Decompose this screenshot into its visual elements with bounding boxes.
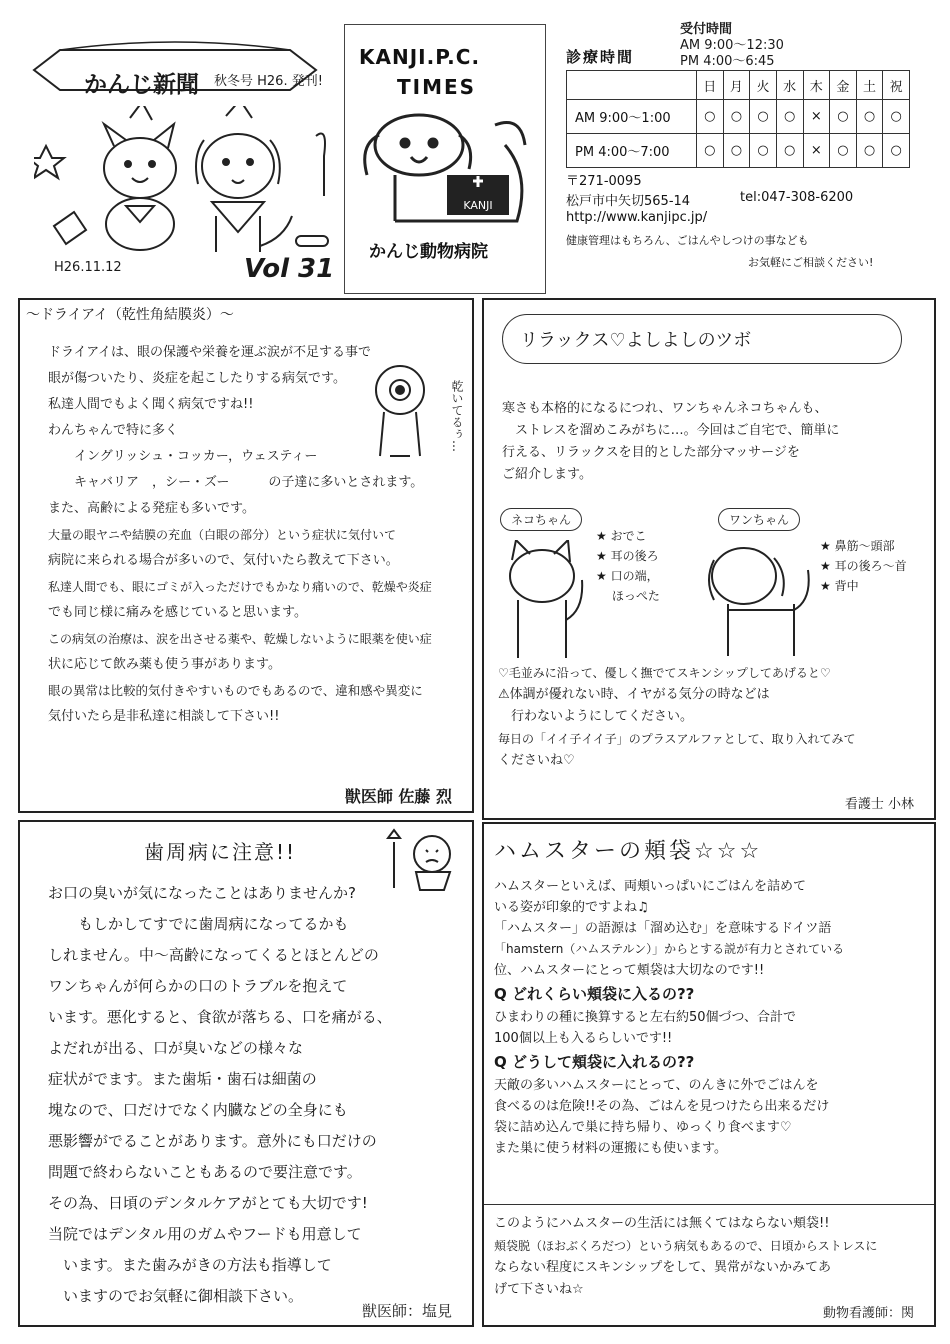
issue-date: H26.11.12 <box>54 260 122 275</box>
body-line: 当院ではデンタル用のガムやフードも用意して <box>48 1225 362 1243</box>
availability-mark: ○ <box>883 100 910 134</box>
cat-label: ネコちゃん <box>500 508 582 531</box>
website-link[interactable]: http://www.kanjipc.jp/ <box>566 210 708 225</box>
point-text: 耳の後ろ～首 <box>834 559 907 573</box>
reception-pm: PM 4:00～6:45 <box>680 54 775 69</box>
list-item: ★ 口の端， <box>596 569 659 583</box>
list-item: ★ 耳の後ろ <box>596 549 659 563</box>
dog-points <box>820 536 907 596</box>
body-line: げて下さいね☆ <box>494 1282 584 1297</box>
phone-number: tel:047-308-6200 <box>740 190 854 205</box>
body-line: ワンちゃんが何らかの口のトラブルを抱えて <box>48 977 348 995</box>
body-line: ご紹介します。 <box>502 467 592 482</box>
body-line: イングリッシュ・コッカー，ウェスティー <box>48 449 318 464</box>
availability-mark: ○ <box>750 100 777 134</box>
point-text: 鼻筋～頭部 <box>834 539 895 553</box>
contact-note-1: 健康管理はもちろん、ごはんやしつけの事なども <box>566 234 809 247</box>
list-item: ★ おでこ <box>596 529 647 543</box>
body-line: います。また歯みがきの方法も指導して <box>48 1256 332 1274</box>
article-body <box>48 878 392 1312</box>
time-slot: AM 9:00～1:00 <box>567 100 697 134</box>
article-hamster <box>482 822 936 1327</box>
table-row <box>567 134 910 168</box>
article-relax-massage <box>482 298 936 820</box>
day-header: 木 <box>803 71 830 100</box>
body-line: ⚠体調が優れない時、イヤがる気分の時などは <box>498 687 770 702</box>
availability-mark: × <box>803 134 830 168</box>
availability-mark: ○ <box>883 134 910 168</box>
contact-note-2: お気軽にご相談ください! <box>748 256 874 269</box>
day-header: 日 <box>697 71 724 100</box>
article-footer <box>484 1204 934 1301</box>
body-line: お口の臭いが気になったことはありませんか? <box>48 884 356 902</box>
schedule-label: 診療時間 <box>566 48 635 66</box>
article-intro <box>502 398 839 486</box>
tooth-character-icon <box>386 828 466 892</box>
availability-mark: ○ <box>830 134 857 168</box>
article-body <box>498 662 855 772</box>
day-header: 月 <box>723 71 750 100</box>
newspaper-title: かんじ新聞 <box>84 72 199 98</box>
body-line: でも同じ様に痛みを感じていると思います。 <box>48 605 307 620</box>
body-line: ストレスを溜めこみがちに…。今回はご自宅で、簡単に <box>502 423 840 438</box>
availability-mark: ○ <box>697 100 724 134</box>
list-item: ★ 鼻筋～頭部 <box>820 539 895 553</box>
issue-subtitle: 秋冬号 H26. 発刊! <box>214 74 323 89</box>
question-heading: Q どれくらい頬袋に入るの?? <box>494 985 695 1003</box>
body-line: いる姿が印象的ですよね♫ <box>494 900 649 915</box>
masthead <box>14 10 336 298</box>
schedule-table <box>566 70 910 168</box>
author-signature: 獣医師：塩見 <box>361 1302 452 1320</box>
cat-points <box>596 526 660 606</box>
point-text: 口の端， <box>610 569 659 583</box>
list-item: ★ 耳の後ろ～首 <box>820 559 907 573</box>
cat-dog-illustration <box>34 106 334 256</box>
availability-mark: ○ <box>723 134 750 168</box>
logo-badge-text: KANJI <box>463 199 493 212</box>
body-line: 塊なので、口だけでなく内臓などの全身にも <box>48 1101 348 1119</box>
availability-mark: ○ <box>856 134 883 168</box>
reception-am: AM 9:00～12:30 <box>680 38 784 53</box>
availability-mark: ○ <box>697 134 724 168</box>
logo-line-1: KANJI.P.C. <box>359 45 481 69</box>
dog-label: ワンちゃん <box>718 508 800 531</box>
body-line: 行わないようにしてください。 <box>498 709 694 724</box>
body-line: 位、ハムスターにとって頬袋は大切なのです!! <box>494 963 765 978</box>
body-line: キャバリア ，シー・ズー の子達に多いとされます。 <box>48 475 424 490</box>
table-row <box>567 100 910 134</box>
article-periodontal <box>18 820 474 1327</box>
body-line: 症状がでます。また歯垢・歯石は細菌の <box>48 1070 317 1088</box>
author-signature: 看護士 小林 <box>844 797 914 812</box>
body-line: よだれが出る、口が臭いなどの様々な <box>48 1039 304 1057</box>
list-item <box>596 586 660 606</box>
reception-label: 受付時間 <box>680 22 733 37</box>
article-body <box>494 876 844 1159</box>
dog-logo-icon <box>355 105 537 229</box>
day-header: 水 <box>776 71 803 100</box>
article-title: ハムスターの頬袋☆☆☆ <box>494 839 763 864</box>
article-body <box>48 340 432 730</box>
body-line: 天敵の多いハムスターにとって、のんきに外でごはんを <box>494 1078 819 1093</box>
body-line: 眼が傷ついたり、炎症を起こしたりする病気です。 <box>48 371 346 386</box>
body-line: また、高齢による発症も多いです。 <box>48 501 255 516</box>
schedule-corner <box>567 71 697 100</box>
availability-mark: ○ <box>776 100 803 134</box>
body-line: ならない程度にスキンシップをして、異常がないかみてあ <box>494 1260 832 1275</box>
body-line: 「hamstern（ハムステルン）」からとする説が有力とされている <box>494 942 845 956</box>
availability-mark: ○ <box>723 100 750 134</box>
body-line: 病院に来られる場合が多いので、気付いたら教えて下さい。 <box>48 553 399 568</box>
body-line: 「ハムスター」の語源は「溜め込む」を意味するドイツ語 <box>494 921 832 936</box>
body-line: 悪影響がでることがあります。意外にも口だけの <box>48 1132 377 1150</box>
body-line: 状に応じて飲み薬も使う事があります。 <box>48 657 281 672</box>
body-line: ひまわりの種に換算すると左右約50個づつ、合計で <box>494 1010 797 1025</box>
point-text: おでこ <box>610 529 647 543</box>
article-dry-eye <box>18 298 474 813</box>
list-item: ★ 背中 <box>820 579 859 593</box>
time-slot: PM 4:00～7:00 <box>567 134 697 168</box>
schedule-header-row <box>567 71 910 100</box>
availability-mark: ○ <box>750 134 777 168</box>
availability-mark: × <box>803 100 830 134</box>
body-line: ハムスターといえば、両頬いっぱいにごはんを詰めて <box>494 879 807 894</box>
body-line: 食べるのは危険!!その為、ごはんを見つけたら出来るだけ <box>494 1099 830 1114</box>
body-line: 大量の眼ヤニや結膜の充血（白眼の部分）という症状に気付いて <box>48 528 397 542</box>
reception-hours <box>680 22 784 70</box>
author-signature: 獣医師 佐藤 烈 <box>344 787 452 806</box>
question-heading: Q どうして頬袋に入れるの?? <box>494 1053 695 1071</box>
body-line: もしかしてすでに歯周病になってるかも <box>48 915 349 933</box>
postal-code: 〒271-0095 <box>566 174 642 189</box>
body-line: 行える、リラックスを目的とした部分マッサージを <box>502 445 800 460</box>
body-line: その為、日頃のデンタルケアがとても大切です! <box>48 1194 368 1212</box>
body-line: わんちゃんで特に多く <box>48 423 179 438</box>
author-signature: 動物看護師：関 <box>822 1306 914 1321</box>
availability-mark: ○ <box>856 100 883 134</box>
body-line: 頬袋脱（ほおぶくろだつ）という病気もあるので、日頃からストレスに <box>494 1239 878 1253</box>
volume-number: Vol 31 <box>244 254 335 284</box>
point-text: 耳の後ろ <box>610 549 659 563</box>
address: 松戸市中矢切565-14 <box>566 194 691 209</box>
body-line: 眼の異常は比較的気付きやすいものでもあるので、違和感や異変に <box>48 683 423 698</box>
body-line: 袋に詰め込んで巣に持ち帰り、ゆっくり食べます♡ <box>494 1120 792 1135</box>
day-header: 祝 <box>883 71 910 100</box>
body-line: 私達人間でも、眼にゴミが入っただけでもかなり痛いので、乾燥や炎症 <box>48 580 432 594</box>
article-title: 歯周病に注意!! <box>144 840 297 864</box>
body-line: いますのでお気軽に御相談下さい。 <box>48 1287 304 1305</box>
cat-illustration <box>498 540 588 660</box>
body-line: 毎日の「イイ子イイ子」のプラスアルファとして、取り入れてみて <box>498 732 856 746</box>
body-line: くださいね♡ <box>498 753 575 768</box>
body-line: 問題で終わらないこともあるので要注意です。 <box>48 1163 362 1181</box>
body-line: ドライアイは、眼の保護や栄養を運ぶ涙が不足する事で <box>48 345 372 360</box>
day-header: 金 <box>830 71 857 100</box>
body-line: この病気の治療は、涙を出させる薬や、乾燥しないように眼薬を使い症 <box>48 632 432 646</box>
body-line: 100個以上も入るらしいです!! <box>494 1031 673 1046</box>
body-line: このようにハムスターの生活には無くてはならない頬袋!! <box>494 1216 830 1231</box>
body-line: 気付いたら是非私達に相談して下さい!! <box>48 709 280 724</box>
body-line: ♡毛並みに沿って、優しく撫でてスキンシップしてあげると♡ <box>498 666 831 680</box>
speech-bubble: 乾いてるぅ… <box>450 380 464 452</box>
body-line: 寒さも本格的になるにつれ、ワンちゃんネコちゃんも、 <box>502 401 828 416</box>
article-title: ～ドライアイ（乾性角結膜炎）～ <box>26 307 234 323</box>
body-line: います。悪化すると、食欲が落ちる、口を痛がる、 <box>48 1008 392 1026</box>
dog-illustration <box>704 540 814 660</box>
body-line: また巣に使う材料の運搬にも使います。 <box>494 1141 727 1156</box>
article-title: リラックス♡よしよしのツボ <box>520 330 752 351</box>
body-line: しれません。中～高齢になってくるとほとんどの <box>48 946 379 964</box>
day-header: 火 <box>750 71 777 100</box>
point-text: ほっぺた <box>611 589 660 603</box>
body-line: 私達人間でもよく聞く病気ですね!! <box>48 397 254 412</box>
point-text: 背中 <box>834 579 859 593</box>
availability-mark: ○ <box>830 100 857 134</box>
day-header: 土 <box>856 71 883 100</box>
logo-line-2: TIMES <box>397 75 477 99</box>
hospital-name: かんじ動物病院 <box>369 242 488 262</box>
clinic-logo <box>344 24 546 294</box>
availability-mark: ○ <box>776 134 803 168</box>
